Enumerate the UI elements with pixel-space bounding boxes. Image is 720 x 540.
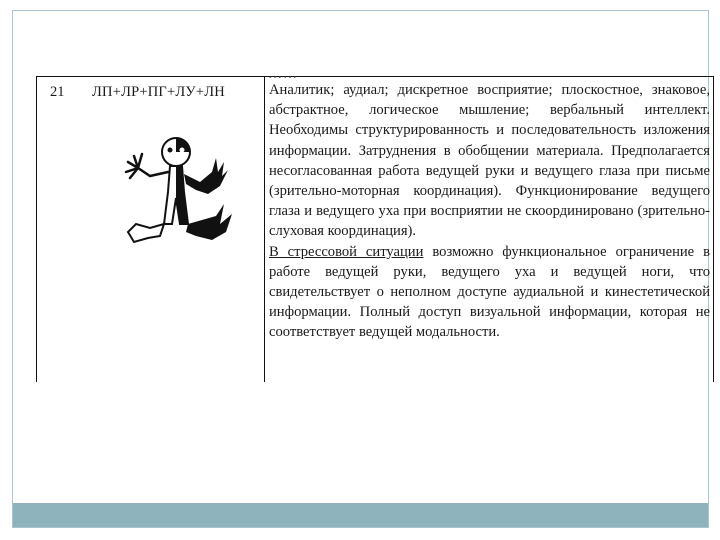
cut-off-text: …… (268, 67, 298, 82)
lateral-profile-figure-icon (120, 132, 250, 252)
slide-accent-bar (13, 503, 708, 527)
description-paragraph-2 (269, 242, 710, 343)
table-left-border (36, 76, 37, 382)
profile-code: ЛП+ЛР+ПГ+ЛУ+ЛН (92, 84, 225, 100)
row-number: 21 (50, 84, 65, 100)
table-top-border (36, 76, 714, 77)
table-right-border (713, 76, 714, 382)
profile-table (36, 67, 714, 382)
table-column-divider (264, 76, 265, 382)
description-paragraph-1: Аналитик; аудиал; дискретное восприятие; плоскостное, знаковое, абстрактное, логическое мышление; вербальный интеллект. Необходимы структурированность и последовательность изложения информации. Затруднения в обобщении материала. Предполагается несогласованная работа ведущей руки и ведущего глаза при письме (зрительно-моторная координация). Функционирование ведущего глаза и ведущего уха при восприятии не скоординировано (зрительно-слуховая координация). (269, 82, 710, 240)
stress-description: возможно функциональное ограничение в работе ведущей руки, ведущего уха и ведущей ноги, что свидетельствует о неполном доступе аудиальной и кинестетической информации. Полный доступ визуальной информации, которая не соответствует ведущей модальности. (269, 243, 710, 341)
stress-situation-label: В стрессовой ситуации (269, 243, 424, 260)
profile-description (269, 80, 710, 343)
